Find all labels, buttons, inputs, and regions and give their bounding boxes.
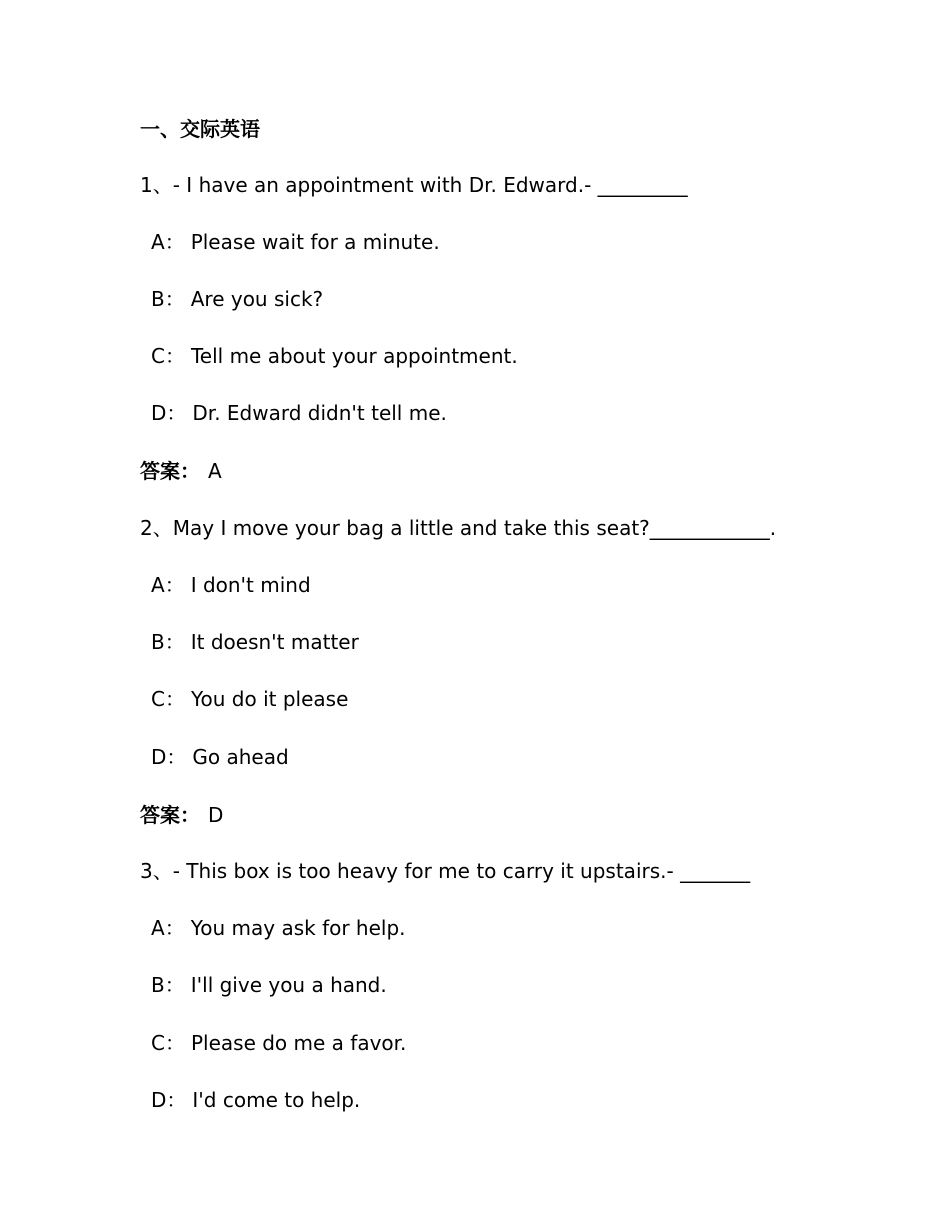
option-2a	[151, 570, 311, 600]
answer-2	[140, 800, 223, 830]
option-letter: A	[151, 573, 165, 597]
option-2c	[151, 684, 348, 714]
option-letter: D	[151, 401, 167, 425]
option-separator: ：	[164, 573, 185, 597]
option-separator: ：	[164, 230, 185, 254]
option-1d	[151, 398, 447, 428]
option-text: I'll give you a hand.	[190, 973, 387, 997]
option-separator: ：	[164, 687, 185, 711]
answer-value: D	[208, 803, 224, 827]
option-separator: ：	[166, 745, 187, 769]
option-separator: ：	[164, 1031, 185, 1055]
option-text: You do it please	[190, 687, 349, 711]
option-text: Please do me a favor.	[190, 1031, 407, 1055]
option-separator: ：	[164, 973, 185, 997]
option-text: Go ahead	[192, 745, 289, 769]
option-3c	[151, 1028, 406, 1058]
question-number: 1、	[140, 173, 173, 197]
option-letter: C	[151, 1031, 165, 1055]
option-letter: D	[151, 745, 167, 769]
option-3d	[151, 1085, 360, 1115]
option-letter: B	[151, 630, 165, 654]
option-2b	[151, 627, 359, 657]
question-stem: - I have an appointment with Dr. Edward.- _________	[172, 173, 688, 197]
option-1b	[151, 284, 323, 314]
question-number: 2、	[140, 516, 173, 540]
option-letter: B	[151, 973, 165, 997]
option-text: You may ask for help.	[190, 916, 406, 940]
option-letter: A	[151, 230, 165, 254]
option-separator: ：	[164, 287, 185, 311]
option-text: Please wait for a minute.	[190, 230, 440, 254]
option-letter: C	[151, 344, 165, 368]
option-separator: ：	[164, 344, 185, 368]
question-3	[140, 856, 750, 886]
question-stem: May I move your bag a little and take this seat?____________.	[172, 516, 777, 540]
option-3b	[151, 970, 387, 1000]
answer-label: 答案：	[140, 459, 200, 483]
option-separator: ：	[164, 916, 185, 940]
option-letter: D	[151, 1088, 167, 1112]
option-text: Are you sick?	[190, 287, 324, 311]
option-1c	[151, 341, 518, 371]
question-2	[140, 513, 776, 543]
option-text: It doesn't matter	[190, 630, 359, 654]
question-1	[140, 170, 688, 200]
option-text: I'd come to help.	[192, 1088, 361, 1112]
option-letter: B	[151, 287, 165, 311]
section-title: 一、交际英语	[140, 117, 260, 141]
answer-value: A	[208, 459, 222, 483]
option-3a	[151, 913, 406, 943]
option-1a	[151, 227, 440, 257]
option-text: Dr. Edward didn't tell me.	[192, 401, 447, 425]
option-separator: ：	[166, 401, 187, 425]
question-stem: - This box is too heavy for me to carry it upstairs.- _______	[172, 859, 751, 883]
option-letter: C	[151, 687, 165, 711]
question-number: 3、	[140, 859, 173, 883]
option-separator: ：	[166, 1088, 187, 1112]
option-letter: A	[151, 916, 165, 940]
option-2d	[151, 742, 289, 772]
answer-label: 答案：	[140, 803, 200, 827]
option-text: I don't mind	[190, 573, 311, 597]
option-separator: ：	[164, 630, 185, 654]
option-text: Tell me about your appointment.	[190, 344, 518, 368]
answer-1	[140, 456, 222, 486]
